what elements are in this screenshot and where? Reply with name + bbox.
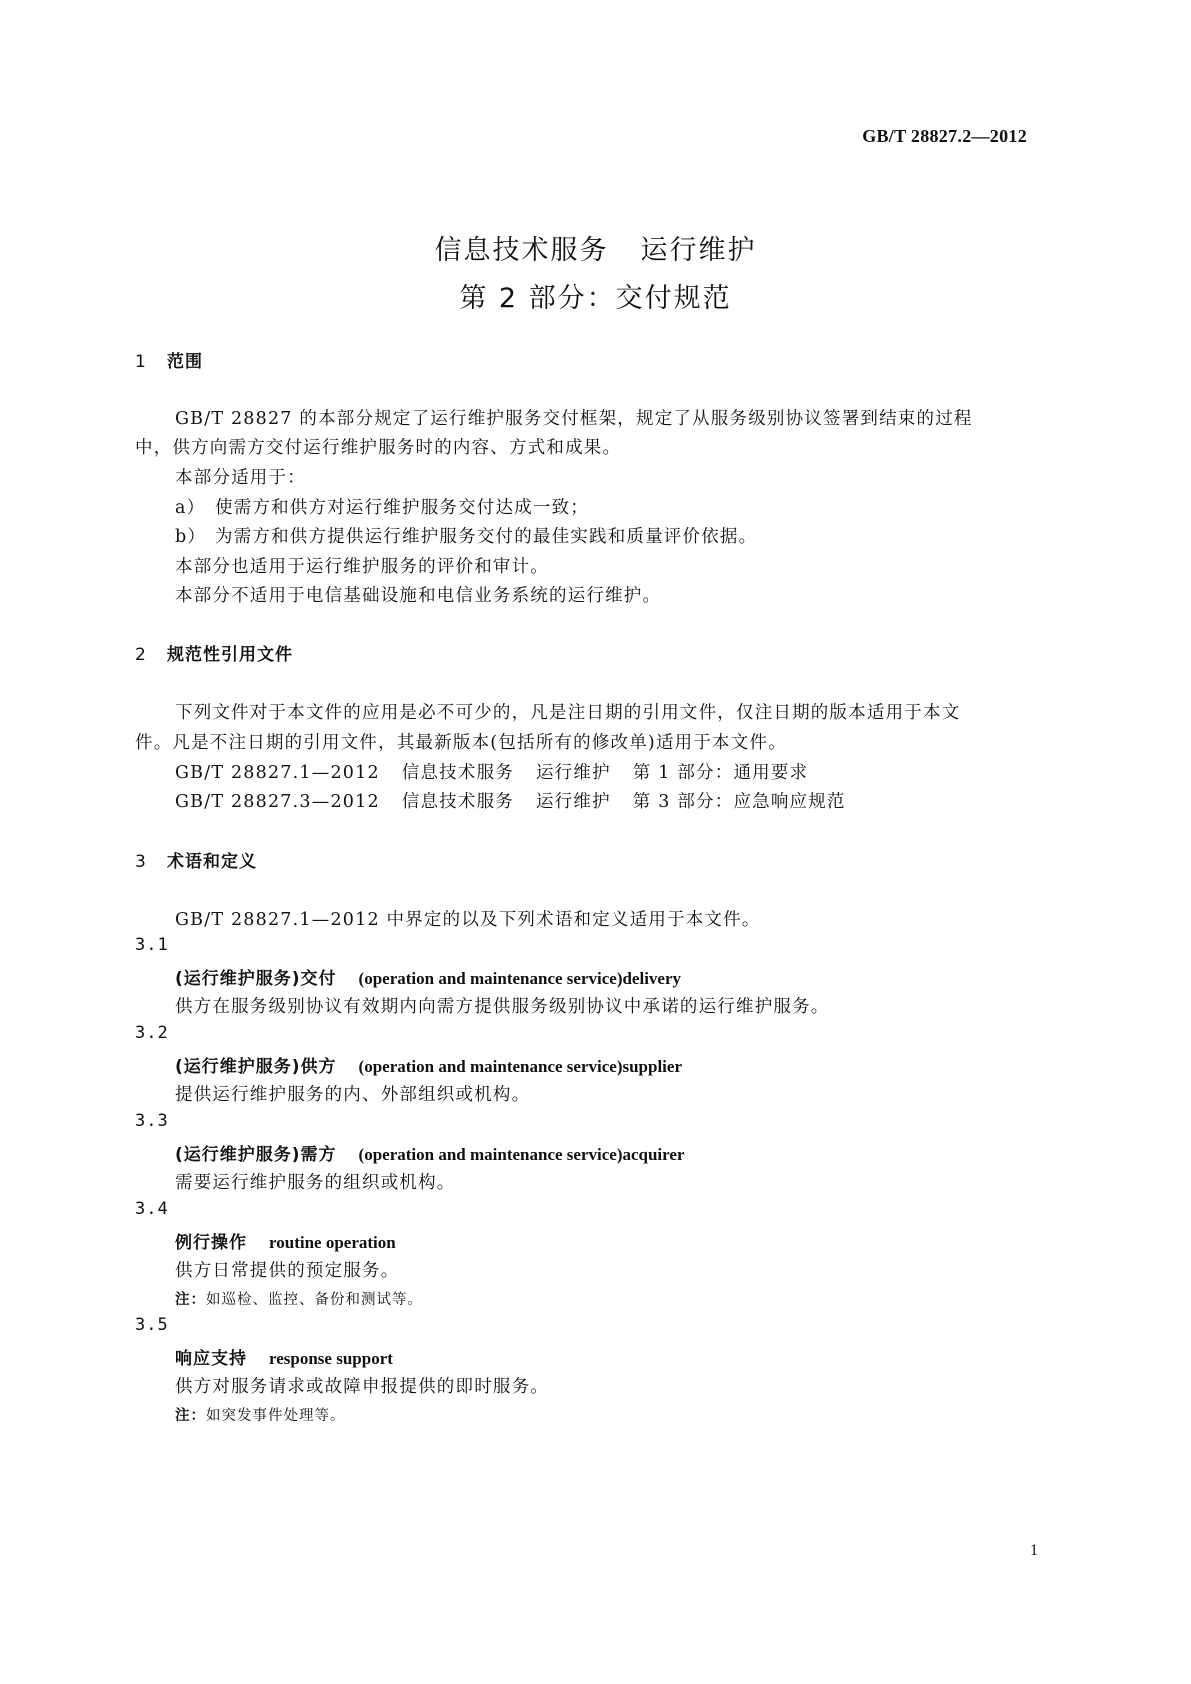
reference-code: GB/T 28827.1—2012: [175, 763, 380, 783]
term-definition: 供方对服务请求或故障申报提供的即时服务。: [175, 1377, 549, 1397]
paragraph: 中，供方向需方交付运行维护服务时的内容、方式和成果。: [135, 438, 622, 458]
term-definition: 提供运行维护服务的内、外部组织或机构。: [175, 1085, 531, 1105]
note-text: 如巡检、监控、备份和测试等。: [206, 1292, 423, 1308]
reference-title-part: 运行维护: [535, 792, 611, 812]
term-zh: (运行维护服务)供方: [175, 1057, 337, 1077]
note-label: 注：: [175, 1408, 206, 1424]
term-zh: 例行操作: [175, 1233, 247, 1253]
term-en: (operation and maintenance service)delivery: [358, 969, 682, 988]
section-number: 2: [135, 645, 147, 665]
page-number: 1: [1030, 1542, 1038, 1559]
title-part1: 信息技术服务: [434, 235, 609, 266]
section-3-heading: [135, 847, 257, 872]
term-entry: [175, 1228, 396, 1253]
document-title-line2: 第 2 部分：交付规范: [459, 283, 732, 314]
clause-number: 3.1: [135, 935, 169, 955]
section-1-heading: [135, 347, 203, 372]
paragraph: 件。凡是不注日期的引用文件，其最新版本(包括所有的修改单)适用于本文件。: [135, 733, 787, 753]
reference-code: GB/T 28827.3—2012: [175, 792, 380, 812]
note-text: 如突发事件处理等。: [206, 1408, 346, 1424]
reference-item: [175, 788, 846, 813]
paragraph: 本部分不适用于电信基础设施和电信业务系统的运行维护。: [175, 586, 662, 606]
clause-number: 3.5: [135, 1315, 169, 1335]
note-label: 注：: [175, 1292, 206, 1308]
reference-title-part: 信息技术服务: [401, 792, 514, 812]
term-entry: [175, 964, 681, 989]
reference-title-part: 信息技术服务: [401, 763, 514, 783]
section-2-heading: [135, 640, 293, 665]
term-entry: [175, 1344, 393, 1369]
section-title: 范围: [167, 352, 203, 372]
term-en: (operation and maintenance service)supplier: [358, 1057, 682, 1076]
clause-number: 3.4: [135, 1199, 169, 1219]
section-title: 术语和定义: [167, 852, 257, 872]
term-definition: 供方日常提供的预定服务。: [175, 1261, 400, 1281]
document-title-line1: [0, 228, 1191, 267]
list-marker: a）: [175, 498, 206, 518]
title-part2: 运行维护: [640, 235, 757, 266]
term-en: routine operation: [269, 1233, 396, 1252]
term-note: [175, 1288, 423, 1309]
reference-title-part: 第 3 部分：应急响应规范: [632, 792, 846, 812]
term-definition: 供方在服务级别协议有效期内向需方提供服务级别协议中承诺的运行维护服务。: [175, 997, 830, 1017]
section-title: 规范性引用文件: [167, 645, 293, 665]
paragraph: 本部分适用于：: [175, 468, 306, 488]
list-item: [175, 494, 589, 519]
paragraph: 本部分也适用于运行维护服务的评价和审计。: [175, 557, 549, 577]
term-entry: [175, 1052, 682, 1077]
list-item: [175, 523, 757, 548]
term-en: (operation and maintenance service)acquirer: [358, 1145, 685, 1164]
reference-item: [175, 759, 808, 784]
term-note: [175, 1404, 346, 1425]
clause-number: 3.2: [135, 1023, 169, 1043]
term-zh: (运行维护服务)需方: [175, 1145, 337, 1165]
term-entry: [175, 1140, 685, 1165]
list-marker: b）: [175, 527, 207, 547]
reference-title-part: 第 1 部分：通用要求: [632, 763, 809, 783]
section-number: 1: [135, 352, 147, 372]
list-text: 为需方和供方提供运行维护服务交付的最佳实践和质量评价依据。: [215, 527, 758, 547]
term-en: response support: [269, 1349, 393, 1368]
paragraph: GB/T 28827 的本部分规定了运行维护服务交付框架，规定了从服务级别协议签署到结束的过程: [175, 409, 973, 429]
standard-number: GB/T 28827.2—2012: [862, 126, 1027, 146]
reference-title-part: 运行维护: [535, 763, 611, 783]
clause-number: 3.3: [135, 1111, 169, 1131]
term-zh: 响应支持: [175, 1349, 247, 1369]
section-number: 3: [135, 852, 147, 872]
term-definition: 需要运行维护服务的组织或机构。: [175, 1173, 456, 1193]
paragraph: GB/T 28827.1—2012 中界定的以及下列术语和定义适用于本文件。: [175, 910, 761, 930]
term-zh: (运行维护服务)交付: [175, 969, 337, 989]
paragraph: 下列文件对于本文件的应用是必不可少的，凡是注日期的引用文件，仅注日期的版本适用于本文: [175, 703, 961, 723]
list-text: 使需方和供方对运行维护服务交付达成一致；: [215, 498, 589, 518]
